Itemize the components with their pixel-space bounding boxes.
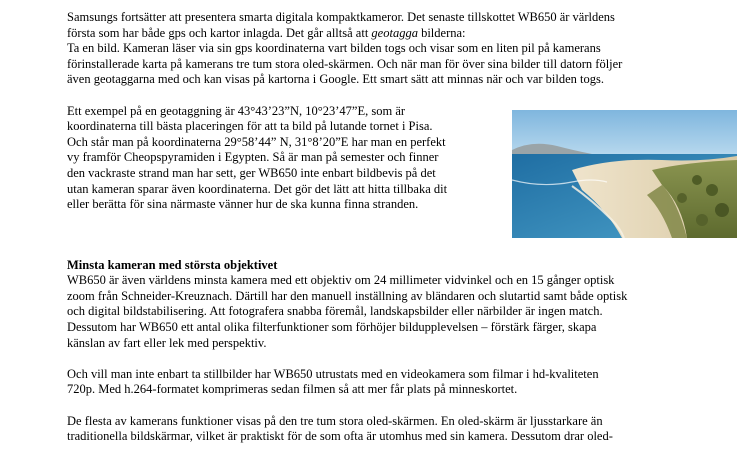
intro-line: Ta en bild. Kameran läser via sin gps koordinaterna vart bilden togs och visar som en liten pil på kamerans — [67, 41, 601, 56]
beach-photo — [512, 110, 737, 238]
example-line: utan kameran sparar även koordinaterna. Det gör det lätt att hitta tillbaka dit — [67, 181, 448, 196]
screen-paragraph — [67, 414, 737, 445]
section-line: WB650 är även världens minsta kamera med ett objektiv om 24 millimeter vidvinkel och en 15 gånger optisk — [67, 273, 615, 288]
document-page — [67, 10, 737, 460]
intro-line-tail: bilderna: — [417, 25, 466, 40]
example-line: vy framför Cheopspyramiden i Egypten. Så är man på semester och finner — [67, 150, 439, 165]
example-block — [67, 104, 737, 244]
section-paragraph — [67, 258, 737, 352]
section-line: känslan av fart eller lek med perspektiv. — [67, 335, 267, 350]
intro-line: även geotaggarna med och kan visas på kartorna i Google. Ett smart sätt att minnas när och var bilden togs. — [67, 72, 604, 87]
section-line: zoom från Schneider-Kreuznach. Därtill har den manuell inställning av bländaren och slutartid samt både optisk — [67, 288, 628, 303]
screen-line: De flesta av kamerans funktioner visas på den tre tum stora oled-skärmen. En oled-skärm är ljusstarkare än — [67, 413, 603, 428]
video-line: 720p. Med h.264-formatet komprimeras sedan filmen så att mer får plats på minneskortet. — [67, 382, 518, 397]
screen-line: traditionella bildskärmar, vilket är praktiskt för de som ofta är utomhus med sin kamera. Dessutom drar oled- — [67, 429, 613, 444]
intro-paragraph — [67, 10, 737, 88]
intro-line: förinstallerade karta på kamerans tre tum stora oled-skärmen. Och när man för över sina bilder till datorn följer — [67, 56, 623, 71]
intro-line: Samsungs fortsätter att presentera smarta digitala kompaktkameror. Det senaste tillskottet WB650 är världens — [67, 10, 615, 24]
example-paragraph — [67, 104, 507, 213]
intro-line — [67, 26, 737, 42]
section-line: och digital bildstabilisering. Att fotografera snabba föremål, landskapsbilder eller närbilder är ingen match. — [67, 304, 603, 319]
example-line: den vackraste strand man har sett, ger WB650 inte enbart bildbevis på det — [67, 165, 436, 180]
example-line: eller berätta för sina närmaste vänner hur de ska kunna finna stranden. — [67, 197, 419, 212]
example-line: Ett exempel på en geotaggning är 43°43’23”N, 10°23’47”E, som är — [67, 103, 406, 118]
video-line: Och vill man inte enbart ta stillbilder har WB650 utrustats med en videokamera som filmar i hd-kvaliteten — [67, 366, 599, 381]
section-line: Dessutom har WB650 ett antal olika filterfunktioner som förhöjer bildupplevelsen – förstärk färger, skapa — [67, 319, 597, 334]
geotag-word: geotagga — [371, 25, 418, 40]
video-paragraph — [67, 367, 737, 398]
section-heading: Minsta kameran med största objektivet — [67, 257, 278, 272]
example-line: koordinaterna till bästa placeringen för att ta bild på lutande tornet i Pisa. — [67, 119, 433, 134]
intro-line-text: första som har både gps och kartor inlagda. Det går alltså att — [67, 25, 372, 40]
example-line: Och står man på koordinaterna 29°58’44” N, 31°8’20”E har man en perfekt — [67, 134, 446, 149]
